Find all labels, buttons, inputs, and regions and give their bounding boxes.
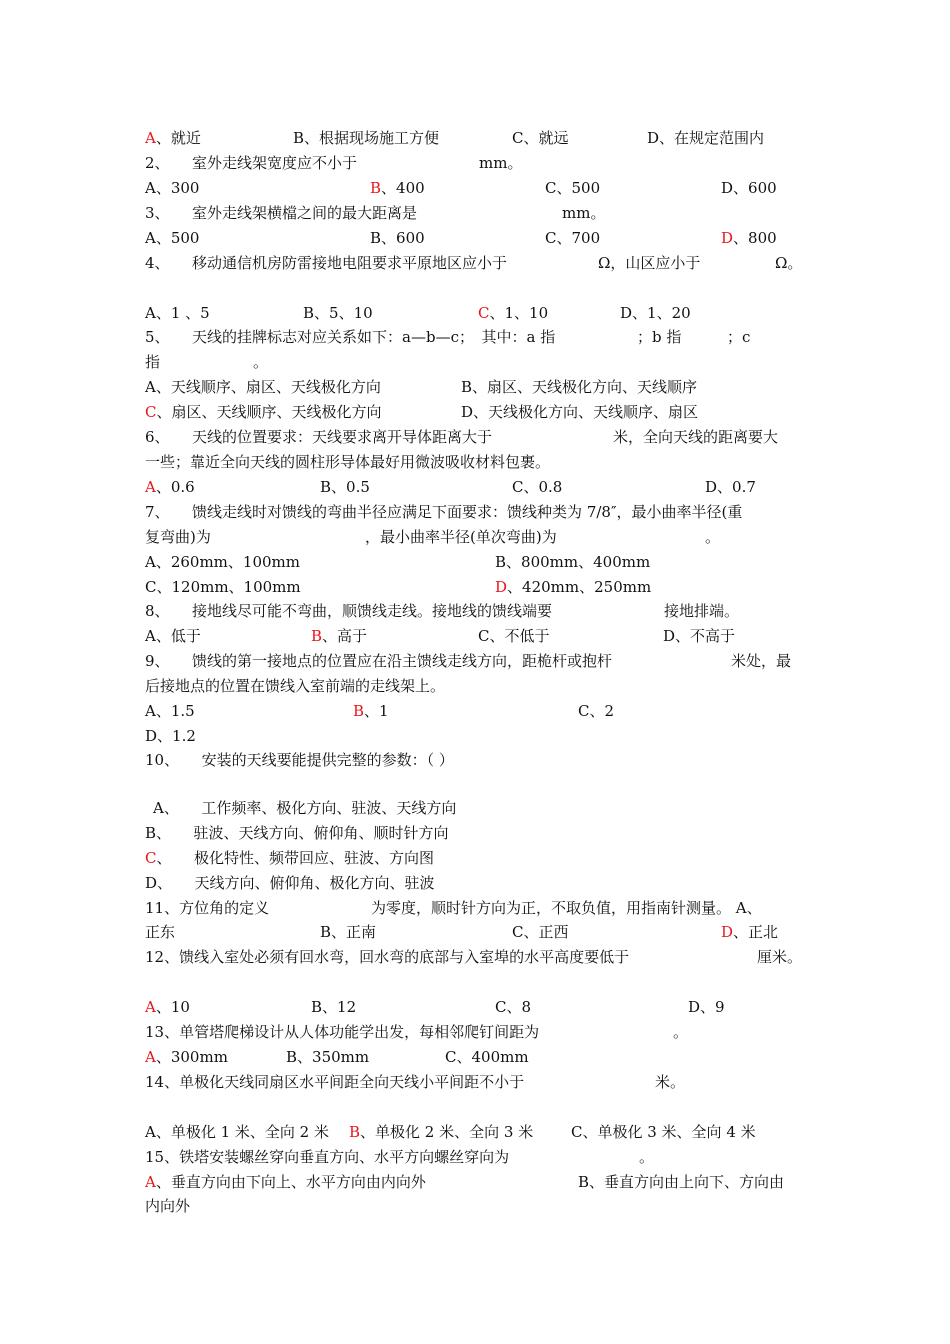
option-a: A、1 、5 xyxy=(145,304,210,322)
option-c: 、 极化特性、频带回应、驻波、方向图 xyxy=(156,849,434,867)
option-d: D、1、20 xyxy=(620,304,691,322)
option-a: A、低于 xyxy=(145,627,201,645)
option-a: A、1.5 xyxy=(145,702,195,720)
answer-mark: B xyxy=(349,1123,361,1141)
answer-mark: B xyxy=(311,627,323,645)
answer-mark: D xyxy=(721,923,734,941)
answer-mark: A xyxy=(145,129,156,147)
option-c: C、2 xyxy=(578,702,615,720)
option-a: 、10 xyxy=(155,998,190,1016)
option-b: B、350mm xyxy=(286,1048,370,1066)
option-c: C、500 xyxy=(545,179,601,197)
option-c: 、扇区、天线顺序、天线极化方向 xyxy=(156,403,382,421)
option-a: 、垂直方向由下向上、水平方向由内向外 xyxy=(155,1173,426,1191)
answer-mark: C xyxy=(145,403,157,421)
option-c: C、正西 xyxy=(512,923,569,941)
option-c: C、单极化 3 米、全向 4 米 xyxy=(571,1123,756,1141)
option-a: 、300mm xyxy=(155,1048,228,1066)
option-c: C、120mm、100mm xyxy=(145,578,301,596)
option-c: C、400mm xyxy=(445,1048,529,1066)
option-d: D、9 xyxy=(688,998,725,1016)
option-a: 正东 xyxy=(145,923,176,941)
answer-mark: A xyxy=(145,1048,156,1066)
option-b: B、垂直方向由上向下、方向由 xyxy=(578,1173,785,1191)
option-b: B、扇区、天线极化方向、天线顺序 xyxy=(461,378,698,396)
option-a: A、 工作频率、极化方向、驻波、天线方向 xyxy=(153,799,457,817)
option-d: D、600 xyxy=(721,179,777,197)
answer-mark: D xyxy=(721,229,734,247)
option-a: 、0.6 xyxy=(155,478,195,496)
option-c: 、1、10 xyxy=(489,304,549,322)
option-b: B、正南 xyxy=(320,923,377,941)
option-b: B、800mm、400mm xyxy=(495,553,651,571)
option-d: D、 天线方向、俯仰角、极化方向、驻波 xyxy=(145,874,435,892)
option-a: A、300 xyxy=(145,179,200,197)
option-b: B、0.5 xyxy=(320,478,370,496)
option-b: 、1 xyxy=(364,702,389,720)
option-d: D、不高于 xyxy=(663,627,736,645)
option-b: B、600 xyxy=(370,229,425,247)
option-a: 、就近 xyxy=(155,129,201,147)
option-b: 、高于 xyxy=(322,627,368,645)
option-d: D、在规定范围内 xyxy=(647,129,765,147)
answer-mark: C xyxy=(478,304,490,322)
option-a: A、260mm、100mm xyxy=(145,553,300,571)
option-d: D、1.2 xyxy=(145,727,196,745)
option-c: C、0.8 xyxy=(512,478,563,496)
answer-mark: A xyxy=(145,998,156,1016)
option-b: 、400 xyxy=(381,179,425,197)
option-b: B、 驻波、天线方向、俯仰角、顺时针方向 xyxy=(145,824,449,842)
option-b: B、12 xyxy=(311,998,357,1016)
option-b-continued: 内向外 xyxy=(145,1197,191,1215)
option-d: D、0.7 xyxy=(705,478,756,496)
option-b: B、根据现场施工方便 xyxy=(293,129,440,147)
answer-mark: B xyxy=(353,702,365,720)
option-d: 、420mm、250mm xyxy=(507,578,652,596)
option-c: C、就远 xyxy=(512,129,569,147)
option-d: 、800 xyxy=(733,229,777,247)
option-a: A、单极化 1 米、全向 2 米 xyxy=(145,1123,329,1141)
option-a: A、500 xyxy=(145,229,200,247)
answer-mark: A xyxy=(145,478,156,496)
option-c: C、700 xyxy=(545,229,601,247)
option-c: C、8 xyxy=(495,998,532,1016)
answer-mark: C xyxy=(145,849,157,867)
option-d: D、天线极化方向、天线顺序、扇区 xyxy=(461,403,699,421)
option-d: 、正北 xyxy=(733,923,779,941)
answer-mark: D xyxy=(495,578,508,596)
option-b: B、5、10 xyxy=(303,304,373,322)
option-a: A、天线顺序、扇区、天线极化方向 xyxy=(145,378,381,396)
option-c: C、不低于 xyxy=(478,627,550,645)
option-b: 、单极化 2 米、全向 3 米 xyxy=(360,1123,534,1141)
answer-mark: A xyxy=(145,1173,156,1191)
answer-mark: B xyxy=(370,179,382,197)
